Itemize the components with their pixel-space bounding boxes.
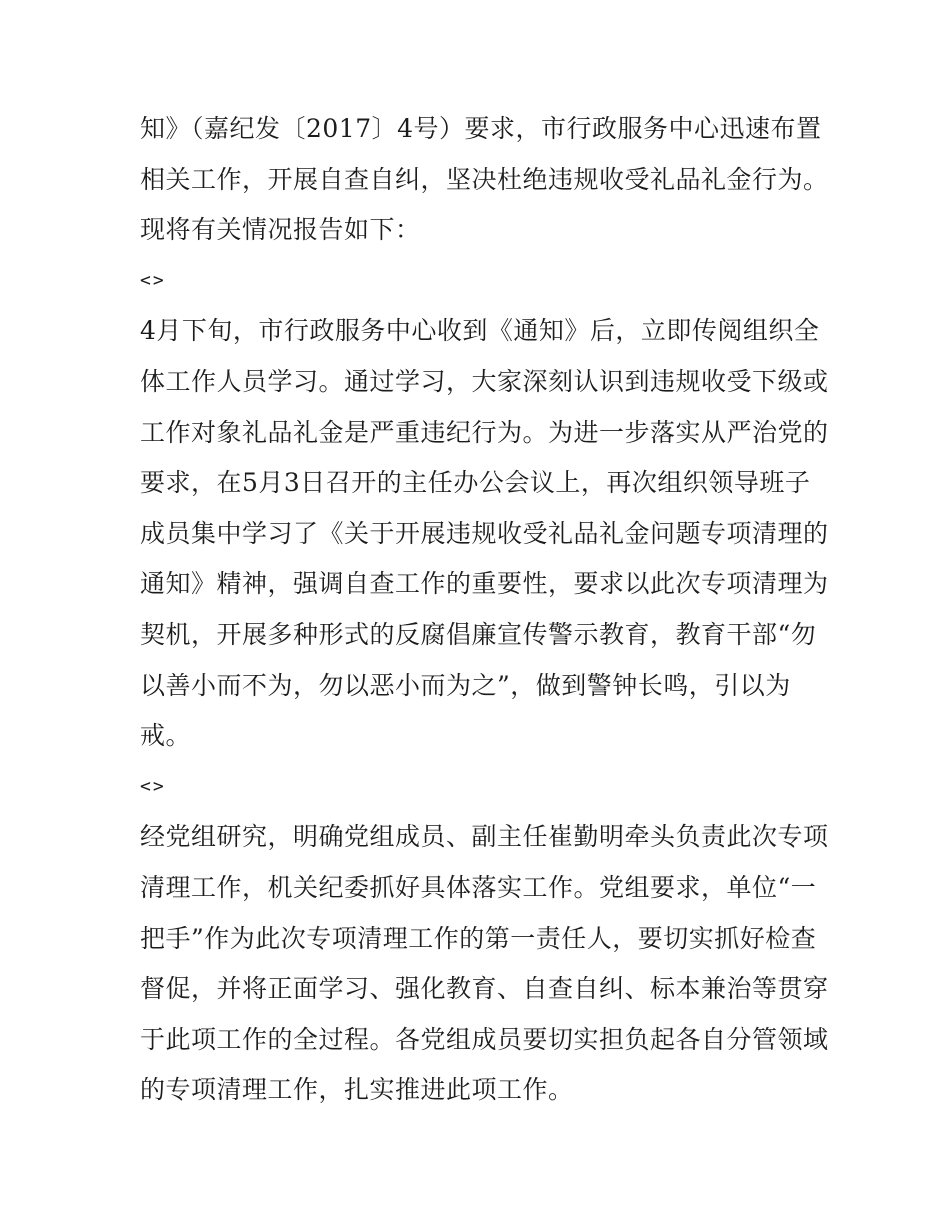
text-line: 督促，并将正面学习、强化教育、自查自纠、标本兼治等贯穿 <box>140 974 829 1004</box>
text-line: 要求，在5月3日召开的主任办公会议上，再次组织领导班子 <box>140 468 811 498</box>
section-marker: <> <box>140 269 166 291</box>
paragraph-1 <box>140 104 829 256</box>
paragraph-3 <box>140 812 829 1116</box>
text-line: 把手”作为此次专项清理工作的第一责任人，要切实抓好检查 <box>140 923 817 953</box>
text-line: 于此项工作的全过程。各党组成员要切实担负起各自分管领域 <box>140 1024 829 1054</box>
document-body <box>140 104 829 1116</box>
text-line: 戒。 <box>140 721 192 751</box>
paragraph-2 <box>140 306 829 761</box>
text-line: 通知》精神，强调自查工作的重要性，要求以此次专项清理为 <box>140 569 829 599</box>
text-line: 现将有关情况报告如下： <box>140 215 421 245</box>
text-line: 清理工作，机关纪委抓好具体落实工作。党组要求，单位“一 <box>140 872 817 902</box>
text-line: 4月下旬，市行政服务中心收到《通知》后，立即传阅组织全 <box>140 316 820 346</box>
text-line: 经党组研究，明确党组成员、副主任崔勤明牵头负责此次专项 <box>140 822 829 852</box>
text-line: 以善小而不为，勿以恶小而为之”，做到警钟长鸣，引以为 <box>140 670 791 700</box>
text-line: 契机，开展多种形式的反腐倡廉宣传警示教育，教育干部“勿 <box>140 619 817 649</box>
text-line: 的专项清理工作，扎实推进此项工作。 <box>140 1075 574 1105</box>
text-line: 知》（嘉纪发〔2017〕4号）要求，市行政服务中心迅速布置 <box>140 114 822 143</box>
text-line: 体工作人员学习。通过学习，大家深刻认识到违规收受下级或 <box>140 366 829 396</box>
text-line: 成员集中学习了《关于开展违规收受礼品礼金问题专项清理的 <box>140 518 829 548</box>
text-line: 相关工作，开展自查自纠，坚决杜绝违规收受礼品礼金行为。 <box>140 164 829 194</box>
text-line: 工作对象礼品礼金是严重违纪行为。为进一步落实从严治党的 <box>140 417 829 447</box>
section-marker: <> <box>140 775 166 797</box>
